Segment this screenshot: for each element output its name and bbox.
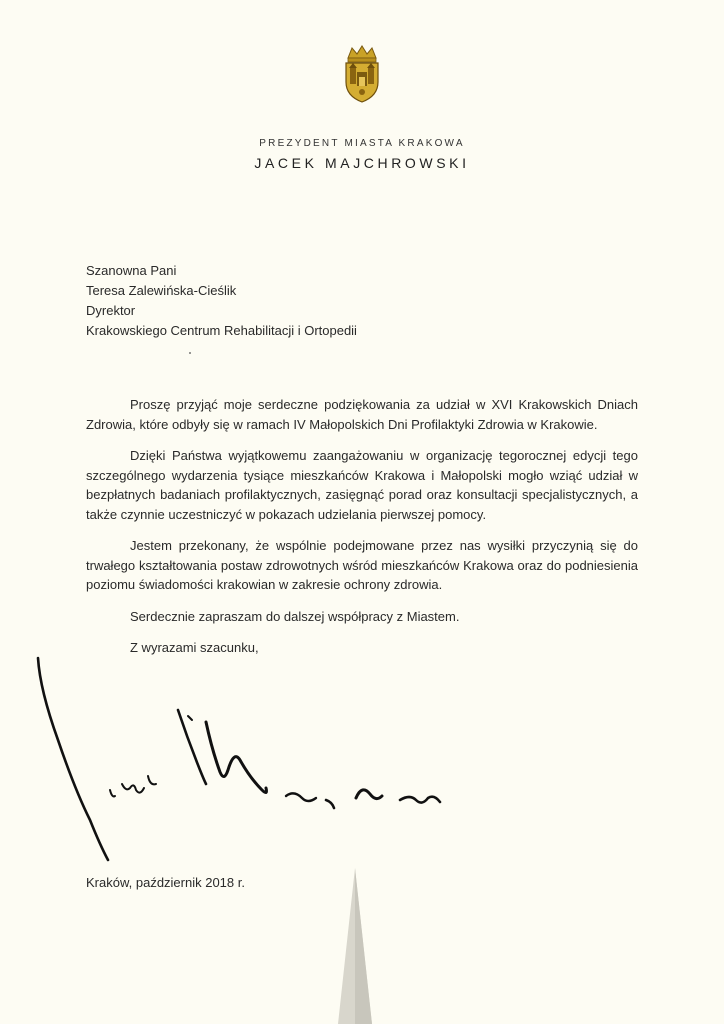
krakow-crest-icon [338,44,386,104]
letterhead-name: JACEK MAJCHROWSKI [254,155,470,171]
paragraph-1: Proszę przyjąć moje serdeczne podziękowania za udział w XVI Krakowskich Dniach Zdrowia, które odbyły się w ramach IV Małopolskich Dni Profilaktyki Zdrowia w Krakowie. [86,397,638,432]
addressee-name: Teresa Zalewińska-Cieślik [86,283,237,298]
watermark-spire [330,868,380,1024]
addressee-institution: Krakowskiego Centrum Rehabilitacji i Ortopedii [86,323,357,338]
closing-line: Z wyrazami szacunku, [130,640,259,655]
letterhead-title: PREZYDENT MIASTA KRAKOWA [259,138,465,149]
addressee-position: Dyrektor [86,303,136,318]
invitation-line: Serdecznie zapraszam do dalszej współpracy z Miastem. [130,608,460,624]
handwritten-signature-icon [30,650,460,870]
paragraph-2: Dzięki Państwa wyjątkowemu zaangażowaniu w organizację tegorocznej edycji tego szczególnego wydarzenia tysiące mieszkańców Krakowa i Małopolski mogło wziąć udział w bezpłatnych badaniach profilaktycznych, zasięgnąć porad oraz konsultacji specjalistycznych, a także czynnie uczestniczyć w pokazach udzielania pierwszej pomocy. [86,448,638,522]
letter-body [86,395,638,658]
salutation: Szanowna Pani [86,263,177,278]
place-and-date: Kraków, październik 2018 r. [86,875,245,890]
addressee-block [86,261,357,341]
paragraph-3: Jestem przekonany, że wspólnie podejmowane przez nas wysiłki przyczynią się do trwałego kształtowania postaw zdrowotnych wśród mieszkańców Krakowa oraz do podniesienia poziomu świadomości krakowian w zakresie ochrony zdrowia. [86,538,638,592]
speck [189,352,191,354]
